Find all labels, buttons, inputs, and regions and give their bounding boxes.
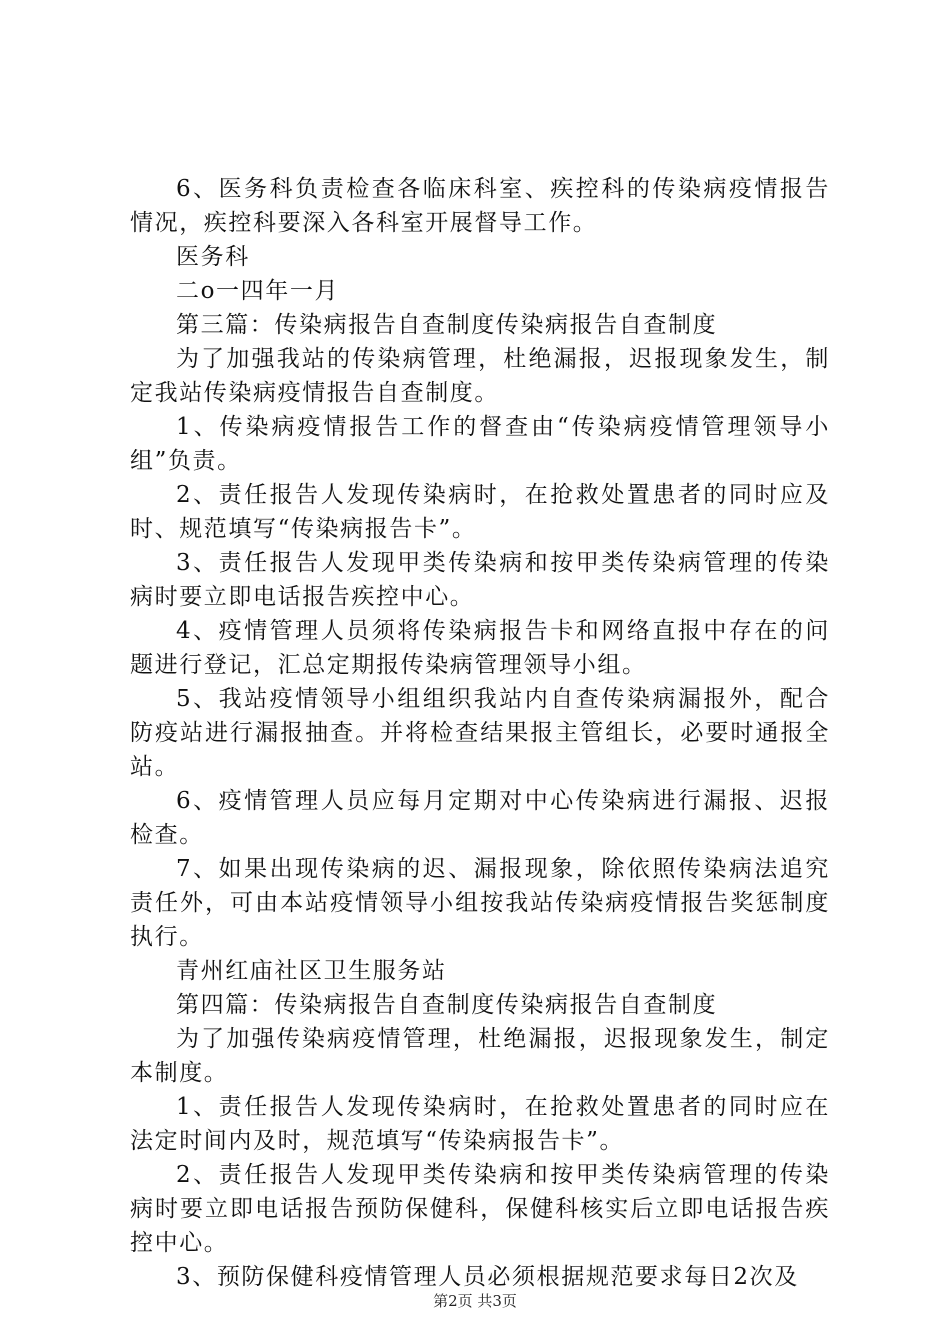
paragraph: 为了加强传染病疫情管理，杜绝漏报，迟报现象发生，制定本制度。 — [130, 1026, 830, 1086]
signature-department: 医务科 — [176, 244, 250, 270]
section-heading-3: 第三篇：传染病报告自查制度传染病报告自查制度 — [176, 312, 718, 338]
paragraph: 2、责任报告人发现甲类传染病和按甲类传染病管理的传染病时要立即电话报告预防保健科，保健科核实后立即电话报告疾控中心。 — [130, 1162, 830, 1256]
section-heading-4: 第四篇：传染病报告自查制度传染病报告自查制度 — [176, 992, 718, 1018]
paragraph: 3、责任报告人发现甲类传染病和按甲类传染病管理的传染病时要立即电话报告疾控中心。 — [130, 550, 830, 610]
paragraph: 1、传染病疫情报告工作的督查由“传染病疫情管理领导小组”负责。 — [130, 414, 830, 474]
paragraph: 1、责任报告人发现传染病时，在抢救处置患者的同时应在法定时间内及时，规范填写“传染病报告卡”。 — [130, 1094, 830, 1154]
paragraph: 5、我站疫情领导小组组织我站内自查传染病漏报外，配合防疫站进行漏报抽查。并将检查结果报主管组长，必要时通报全站。 — [130, 686, 830, 780]
paragraph: 2、责任报告人发现传染病时，在抢救处置患者的同时应及时、规范填写“传染病报告卡”。 — [130, 482, 830, 542]
paragraph: 7、如果出现传染病的迟、漏报现象，除依照传染病法追究责任外，可由本站疫情领导小组按我站传染病疫情报告奖惩制度执行。 — [130, 856, 830, 950]
paragraph: 为了加强我站的传染病管理，杜绝漏报，迟报现象发生，制定我站传染病疫情报告自查制度。 — [130, 346, 830, 406]
paragraph: 6、疫情管理人员应每月定期对中心传染病进行漏报、迟报检查。 — [130, 788, 830, 848]
paragraph: 6、医务科负责检查各临床科室、疾控科的传染病疫情报告情况，疾控科要深入各科室开展督导工作。 — [130, 176, 830, 236]
document-body — [130, 172, 830, 1294]
signature-organization: 青州红庙社区卫生服务站 — [176, 958, 447, 984]
signature-date: 二o一四年一月 — [176, 278, 340, 304]
page-number-footer: 第2页 共3页 — [433, 1292, 517, 1310]
paragraph: 3、预防保健科疫情管理人员必须根据规范要求每日2次及 — [176, 1264, 799, 1290]
paragraph: 4、疫情管理人员须将传染病报告卡和网络直报中存在的问题进行登记，汇总定期报传染病管理领导小组。 — [130, 618, 830, 678]
